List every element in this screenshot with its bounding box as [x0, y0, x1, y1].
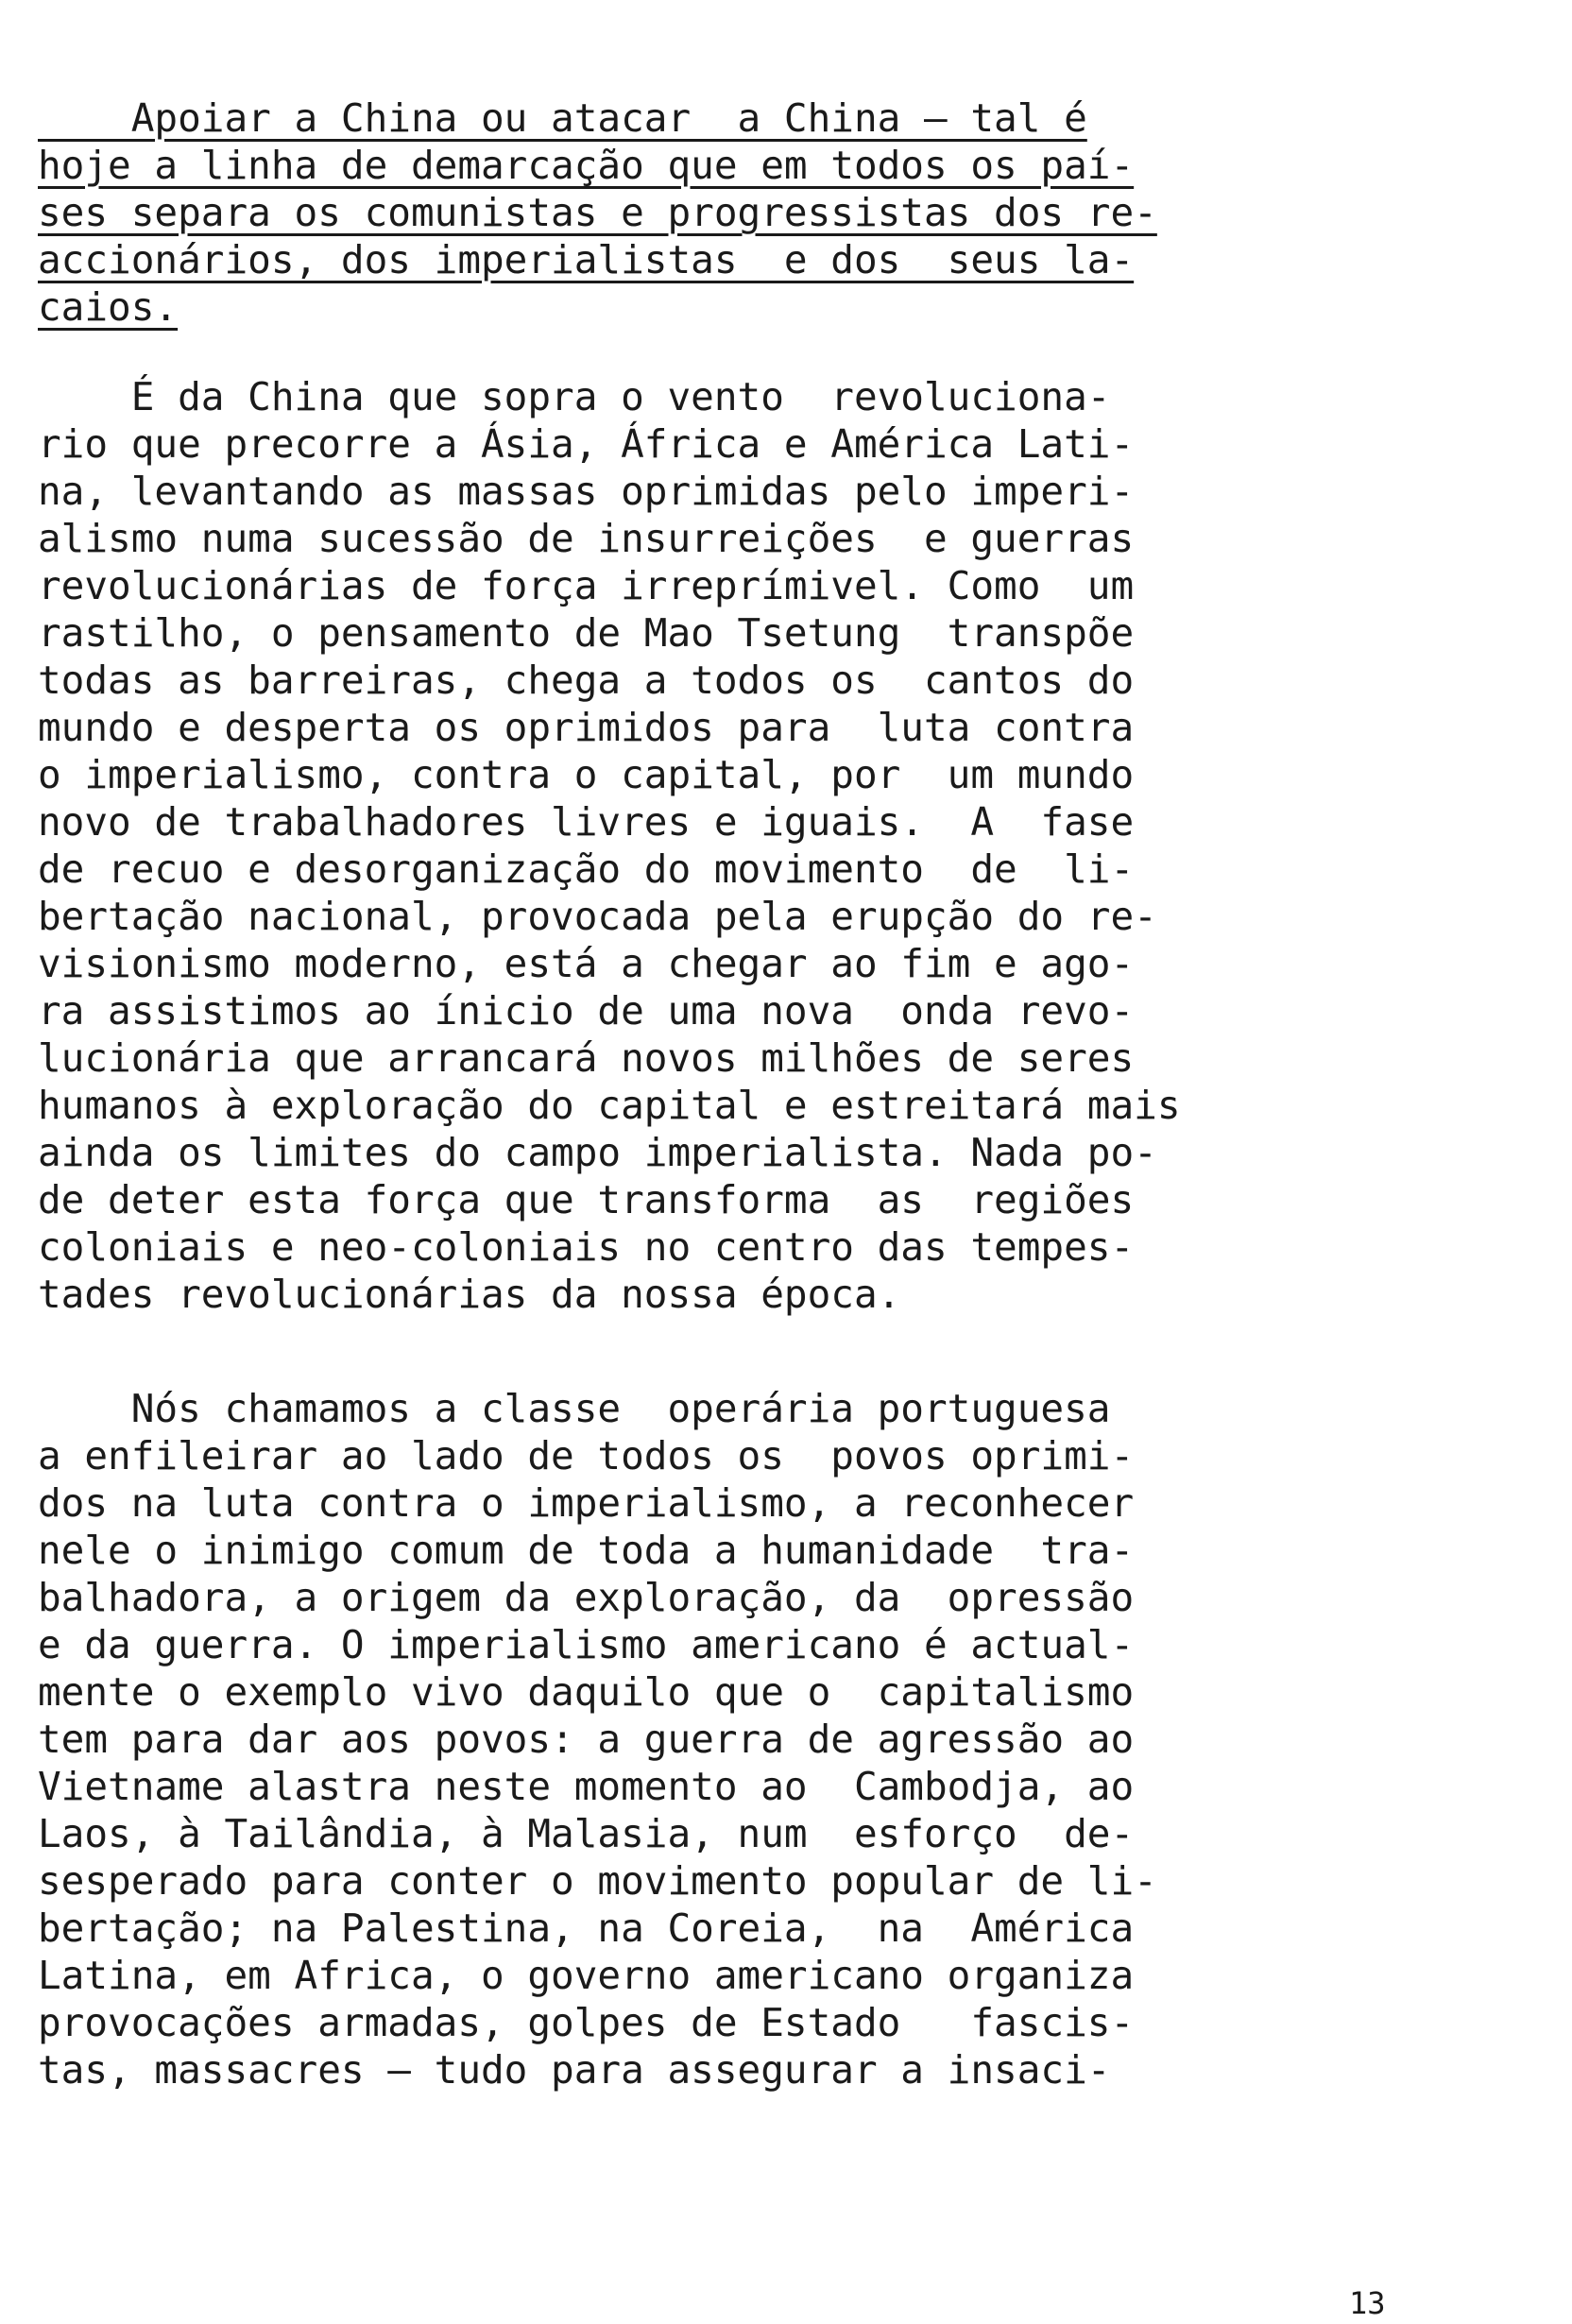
text-line: tades revolucionárias da nossa época. [38, 1272, 901, 1317]
text-line: a enfileirar ao lado de todos os povos oprimi- [38, 1433, 1135, 1478]
text-line: tem para dar aos povos: a guerra de agressão ao [38, 1717, 1135, 1762]
text-line: Laos, à Tailândia, à Malasia, num esforço de- [38, 1811, 1135, 1856]
text-line: mente o exemplo vivo daquilo que o capitalismo [38, 1669, 1135, 1715]
text-line: sesperado para conter o movimento popular de li- [38, 1858, 1157, 1904]
paragraph-china-revolution [38, 373, 1398, 1318]
text-line: Apoiar a China ou atacar a China — tal é [38, 95, 1087, 141]
text-line: ra assistimos ao ínicio de uma nova onda revo- [38, 988, 1135, 1034]
text-line: hoje a linha de demarcação que em todos os paí- [38, 143, 1135, 188]
text-line: bertação; na Palestina, na Coreia, na América [38, 1905, 1135, 1951]
text-line: de deter esta força que transforma as regiões [38, 1177, 1135, 1222]
text-line: É da China que sopra o vento revoluciona- [38, 374, 1111, 419]
text-line: dos na luta contra o imperialismo, a reconhecer [38, 1480, 1135, 1526]
text-line: todas as barreiras, chega a todos os cantos do [38, 658, 1135, 703]
text-line: Nós chamamos a classe operária portuguesa [38, 1386, 1111, 1431]
text-line: revolucionárias de força irreprímivel. Como um [38, 563, 1135, 608]
paragraph-working-class [38, 1385, 1398, 2093]
text-line: caios. [38, 284, 179, 330]
text-line: accionários, dos imperialistas e dos seus la- [38, 237, 1135, 282]
text-line: provocações armadas, golpes de Estado fascis- [38, 2000, 1135, 2045]
text-line: visionismo moderno, está a chegar ao fim e ago- [38, 941, 1135, 986]
text-line: Vietname alastra neste momento ao Cambodja, ao [38, 1764, 1135, 1809]
text-line: bertação nacional, provocada pela erupção do re- [38, 894, 1157, 939]
text-line: coloniais e neo-coloniais no centro das tempes- [38, 1224, 1135, 1270]
text-line: Latina, em Africa, o governo americano organiza [38, 1953, 1135, 1998]
text-line: alismo numa sucessão de insurreições e guerras [38, 516, 1135, 561]
text-line: rio que precorre a Ásia, África e América Lati- [38, 421, 1135, 467]
text-line: mundo e desperta os oprimidos para luta contra [38, 705, 1135, 750]
text-line: de recuo e desorganização do movimento de li- [38, 846, 1135, 892]
text-line: novo de trabalhadores livres e iguais. A fase [38, 799, 1135, 845]
text-line: ainda os limites do campo imperialista. Nada po- [38, 1130, 1157, 1175]
text-line: e da guerra. O imperialismo americano é actual- [38, 1622, 1135, 1667]
text-line: balhadora, a origem da exploração, da opressão [38, 1575, 1135, 1620]
text-line: lucionária que arrancará novos milhões de seres [38, 1035, 1135, 1081]
page-number: 13 [1349, 2285, 1386, 2321]
text-line: humanos à exploração do capital e estreitará mais [38, 1083, 1181, 1128]
paragraph-opening-underlined [38, 94, 1398, 331]
text-line: rastilho, o pensamento de Mao Tsetung transpõe [38, 610, 1135, 656]
text-line: tas, massacres — tudo para assegurar a insaci- [38, 2047, 1111, 2093]
text-line: o imperialismo, contra o capital, por um mundo [38, 752, 1135, 797]
text-line: nele o inimigo comum de toda a humanidade tra- [38, 1528, 1135, 1573]
text-line: ses separa os comunistas e progressistas dos re- [38, 190, 1157, 235]
text-line: na, levantando as massas oprimidas pelo imperi- [38, 469, 1135, 514]
